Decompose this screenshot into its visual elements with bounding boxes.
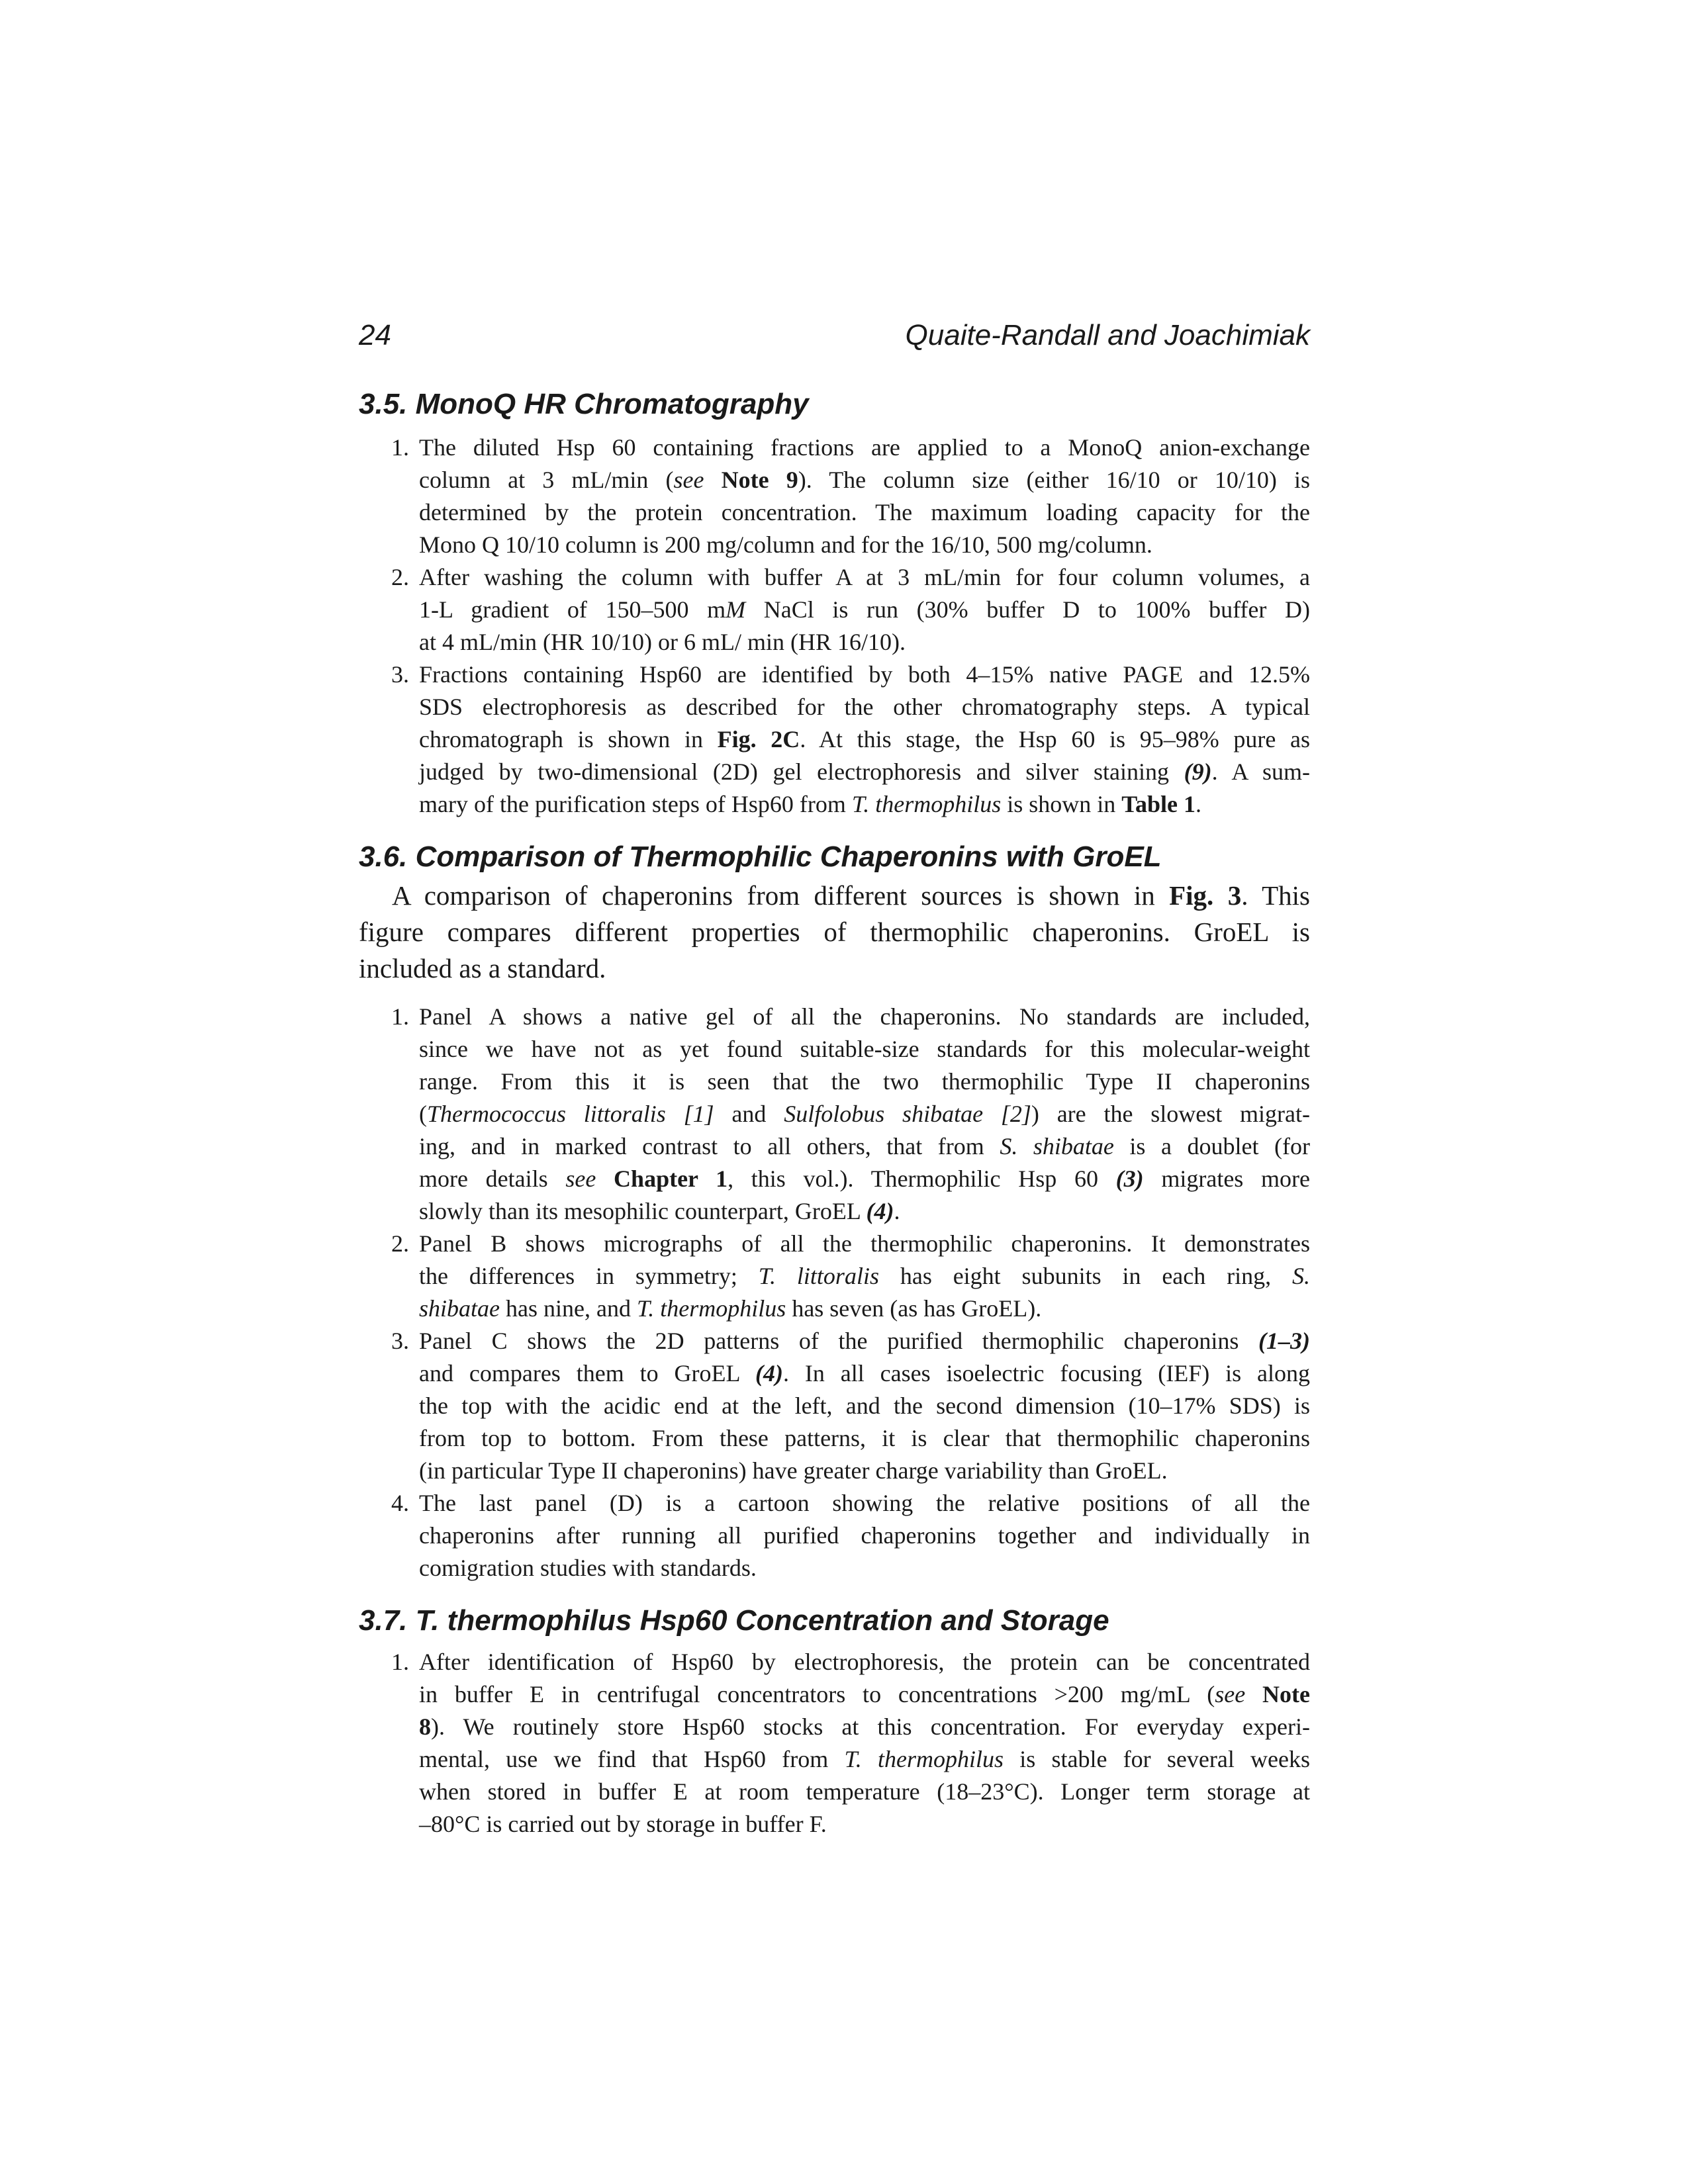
text-line [419, 1357, 1310, 1390]
italic-text: M [726, 596, 746, 623]
text-run: Panel C shows the 2D patterns of the purified thermophilic chaperonins [419, 1328, 1259, 1354]
text-line [419, 1646, 1310, 1678]
text-run: –80°C is carried out by storage in buffer F. [419, 1811, 827, 1837]
text-run: . In all cases isoelectric focusing (IEF) is along [783, 1360, 1311, 1387]
text-run: since we have not as yet found suitable-size standards for this molecular-weight [419, 1036, 1310, 1062]
text-line [419, 1098, 1310, 1130]
text-line [419, 756, 1310, 788]
list-item-number: 1. [391, 434, 409, 461]
text-run: included as a standard. [359, 953, 606, 983]
section-3-6-intro-paragraph [359, 878, 1310, 987]
text-run: . This [1241, 880, 1310, 911]
text-line [419, 659, 1310, 691]
text-run: . [894, 1198, 900, 1224]
text-run: is shown in [1001, 791, 1122, 817]
text-line [419, 1130, 1310, 1163]
text-line [359, 878, 1310, 914]
text-run: has nine, and [500, 1295, 637, 1322]
bold-reference: Fig. 2C [717, 726, 800, 752]
text-run: ( [419, 1101, 427, 1127]
bold-reference: 8 [419, 1713, 431, 1740]
text-line [419, 1422, 1310, 1455]
list-item-number: 1. [391, 1003, 409, 1030]
bold-reference: (9) [1184, 758, 1212, 785]
text-run: chromatograph is shown in [419, 726, 718, 752]
text-run: migrates more [1143, 1165, 1310, 1192]
text-line [419, 723, 1310, 756]
text-line [359, 914, 1310, 950]
text-line [419, 1678, 1310, 1711]
text-run: , this vol.). Thermophilic Hsp 60 [727, 1165, 1116, 1192]
italic-text: shibatae [419, 1295, 500, 1322]
text-run: SDS electrophoresis as described for the other chromatography steps. A typical [419, 694, 1310, 720]
text-run: has eight subunits in each ring, [878, 1263, 1292, 1289]
list-item [371, 432, 1310, 561]
text-run: range. From this it is seen that the two thermophilic Type II chaperonins [419, 1068, 1310, 1095]
text-line [419, 1033, 1310, 1066]
list-item-number: 1. [391, 1649, 409, 1675]
text-line [419, 1195, 1310, 1228]
list-item [371, 1646, 1310, 1841]
bold-reference: Note 9 [721, 467, 798, 493]
text-run: judged by two-dimensional (2D) gel electrophoresis and silver staining [419, 758, 1184, 785]
bold-reference: (4) [755, 1360, 784, 1387]
text-run: more details [419, 1165, 566, 1192]
list-item [371, 659, 1310, 821]
text-line [419, 1390, 1310, 1422]
text-line [419, 1743, 1310, 1776]
bold-reference: Chapter 1 [614, 1165, 728, 1192]
text-run: determined by the protein concentration. The maximum loading capacity for the [419, 499, 1310, 525]
text-run: The last panel (D) is a cartoon showing the relative positions of all the [419, 1490, 1310, 1516]
text-run: Panel B shows micrographs of all the thermophilic chaperonins. It demonstrates [419, 1230, 1310, 1257]
list-item [371, 1325, 1310, 1487]
text-run: After washing the column with buffer A at 3 mL/min for four column volumes, a [419, 564, 1310, 590]
text-run: from top to bottom. From these patterns, it is clear that thermophilic chaperonins [419, 1425, 1310, 1451]
text-run: ing, and in marked contrast to all others, that from [419, 1133, 1000, 1160]
italic-text: Sulfolobus shibatae [2] [784, 1101, 1031, 1127]
list-item-number: 3. [391, 661, 409, 688]
list-item-number: 2. [391, 1230, 409, 1257]
text-line [419, 1520, 1310, 1552]
list-item-number: 4. [391, 1490, 409, 1516]
italic-text: see [1215, 1681, 1246, 1707]
text-run: 1-L gradient of 150–500 m [419, 596, 726, 623]
italic-text: T. thermophilus [844, 1746, 1004, 1772]
text-run: chaperonins after running all purified chaperonins together and individually in [419, 1522, 1310, 1549]
section-3-5-list [371, 432, 1310, 821]
text-run [704, 467, 721, 493]
text-run: column at 3 mL/min ( [419, 467, 674, 493]
text-run: NaCl is run (30% buffer D to 100% buffer D) [745, 596, 1310, 623]
text-line [419, 1808, 1310, 1841]
bold-reference: Note [1262, 1681, 1310, 1707]
text-run: . At this stage, the Hsp 60 is 95–98% pure as [800, 726, 1310, 752]
text-run: is a doublet (for [1113, 1133, 1310, 1160]
text-run: in buffer E in centrifugal concentrators to concentrations >200 mg/mL ( [419, 1681, 1215, 1707]
text-run: when stored in buffer E at room temperature (18–23°C). Longer term storage at [419, 1778, 1310, 1805]
list-item [371, 561, 1310, 659]
text-line [419, 1001, 1310, 1033]
text-run: has seven (as has GroEL). [786, 1295, 1042, 1322]
italic-text: T. littoralis [758, 1263, 879, 1289]
bold-reference: (1–3) [1258, 1328, 1310, 1354]
text-run: mary of the purification steps of Hsp60 from [419, 791, 852, 817]
text-run [1245, 1681, 1262, 1707]
text-line [419, 788, 1310, 821]
text-run: mental, use we find that Hsp60 from [419, 1746, 845, 1772]
text-run: and compares them to GroEL [419, 1360, 756, 1387]
text-run: ). The column size (either 16/10 or 10/10) is [798, 467, 1311, 493]
section-heading-3-6: 3.6. Comparison of Thermophilic Chaperonins with GroEL [359, 841, 1162, 873]
text-line [419, 1066, 1310, 1098]
text-line [419, 1325, 1310, 1357]
list-item [371, 1001, 1310, 1228]
text-line [419, 561, 1310, 594]
text-line [419, 626, 1310, 659]
italic-text: T. thermophilus [636, 1295, 786, 1322]
text-run: comigration studies with standards. [419, 1555, 757, 1581]
text-run: (in particular Type II chaperonins) have greater charge variability than GroEL. [419, 1457, 1168, 1484]
text-line [419, 496, 1310, 529]
text-run: slowly than its mesophilic counterpart, GroEL [419, 1198, 867, 1224]
text-line [419, 464, 1310, 496]
text-line [419, 1776, 1310, 1808]
text-run: The diluted Hsp 60 containing fractions are applied to a MonoQ anion-exchange [419, 434, 1310, 461]
text-line [419, 1293, 1310, 1325]
page-number: 24 [359, 319, 391, 351]
text-line [419, 1228, 1310, 1260]
text-run: After identification of Hsp60 by electrophoresis, the protein can be concentrated [419, 1649, 1310, 1675]
list-item-number: 2. [391, 564, 409, 590]
text-line [419, 1455, 1310, 1487]
section-heading-3-7: 3.7. T. thermophilus Hsp60 Concentration and Storage [359, 1604, 1109, 1637]
section-3-7-list [371, 1646, 1310, 1841]
italic-text: S. [1292, 1263, 1310, 1289]
text-run: Fractions containing Hsp60 are identified by both 4–15% native PAGE and 12.5% [419, 661, 1310, 688]
bold-reference: (4) [866, 1198, 894, 1224]
section-3-6-list [371, 1001, 1310, 1584]
italic-text: T. thermophilus [851, 791, 1002, 817]
text-line [359, 950, 1310, 987]
text-line [419, 594, 1310, 626]
text-run: and [714, 1101, 784, 1127]
text-line [419, 1260, 1310, 1293]
bold-reference: Fig. 3 [1169, 880, 1242, 911]
italic-text: Thermococcus littoralis [1] [427, 1101, 714, 1127]
text-run: . [1195, 791, 1201, 817]
text-run: . A sum- [1211, 758, 1310, 785]
section-heading-3-5: 3.5. MonoQ HR Chromatography [359, 388, 809, 420]
bold-reference: Table 1 [1121, 791, 1196, 817]
text-line [419, 432, 1310, 464]
list-item [371, 1228, 1310, 1325]
text-line [419, 1552, 1310, 1584]
italic-text: see [565, 1165, 596, 1192]
italic-text: see [673, 467, 704, 493]
text-run: ) are the slowest migrat- [1031, 1101, 1311, 1127]
text-run: figure compares different properties of thermophilic chaperonins. GroEL is [359, 917, 1310, 947]
text-run [596, 1165, 614, 1192]
text-run: at 4 mL/min (HR 10/10) or 6 mL/ min (HR 16/10). [419, 629, 906, 655]
list-item [371, 1487, 1310, 1584]
text-run: the differences in symmetry; [419, 1263, 759, 1289]
text-run: ). We routinely store Hsp60 stocks at this concentration. For everyday experi- [431, 1713, 1310, 1740]
text-line [419, 529, 1310, 561]
bold-reference: (3) [1115, 1165, 1144, 1192]
text-line [419, 1487, 1310, 1520]
text-run: is stable for several weeks [1004, 1746, 1311, 1772]
list-item-number: 3. [391, 1328, 409, 1354]
text-run: the top with the acidic end at the left, and the second dimension (10–17% SDS) is [419, 1392, 1310, 1419]
text-line [419, 691, 1310, 723]
text-line [419, 1163, 1310, 1195]
running-title: Quaite-Randall and Joachimiak [905, 319, 1310, 351]
text-run: Panel A shows a native gel of all the chaperonins. No standards are included, [419, 1003, 1310, 1030]
text-run: Mono Q 10/10 column is 200 mg/column and for the 16/10, 500 mg/column. [419, 531, 1152, 558]
text-line [419, 1711, 1310, 1743]
italic-text: S. shibatae [1000, 1133, 1114, 1160]
text-run: A comparison of chaperonins from different sources is shown in [392, 880, 1170, 911]
